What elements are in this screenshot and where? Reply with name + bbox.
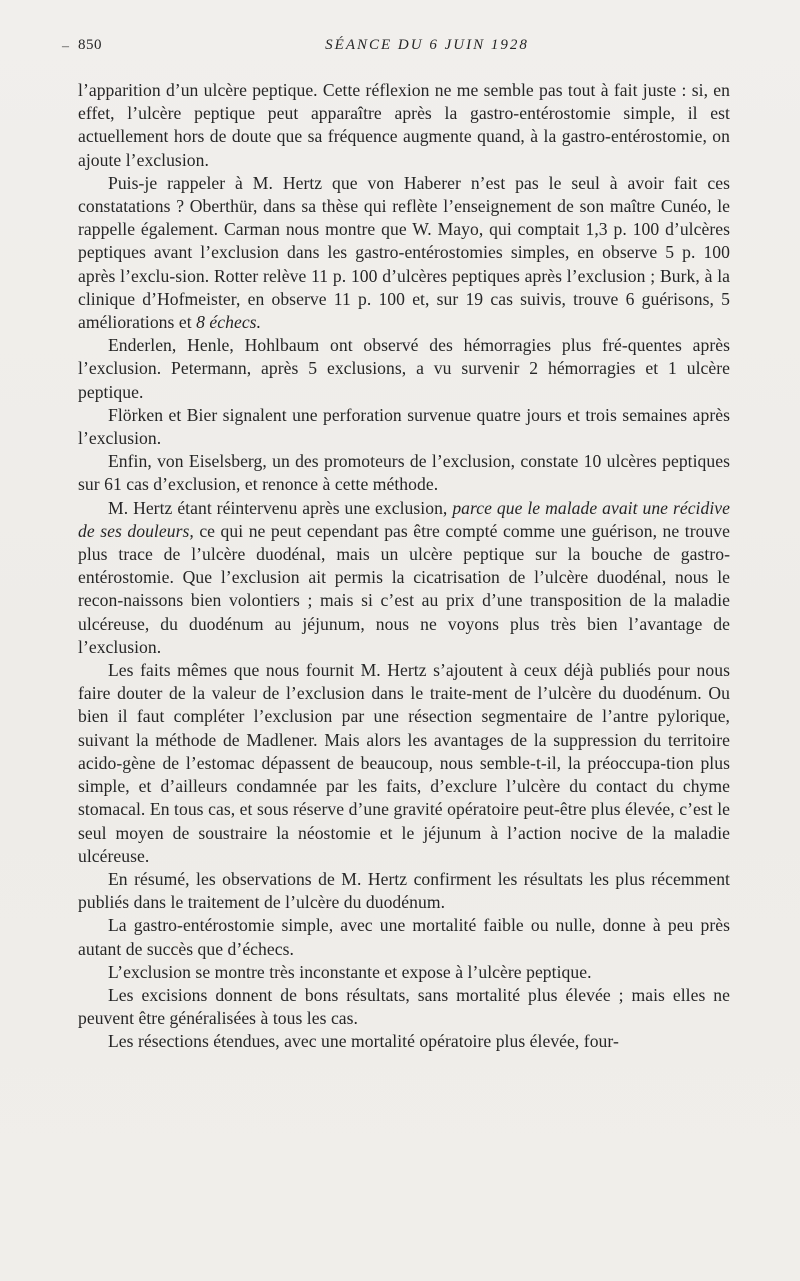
paragraph-excisions: Les excisions donnent de bons résultats, sans mortalité plus élevée ; mais elles ne peuvent être généralisées à tous les cas. [78, 984, 730, 1029]
paragraph-perforation: Flörken et Bier signalent une perforation survenue quatre jours et trois semaines après l’exclusion. [78, 404, 730, 449]
paragraph-gastro-enterostomie: La gastro-entérostomie simple, avec une mortalité faible ou nulle, donne à peu près autant de succès que d’échecs. [78, 915, 730, 959]
paragraph-faits-memes: Les faits mêmes que nous fournit M. Hertz s’ajoutent à ceux déjà publiés pour nous faire douter de la valeur de l’exclusion dans le traite-ment de l’ulcère du duodénum. Ou bien il faut compléter l’exclusion par une résection segmentaire de l’antre pylorique, suivant la méthode de Madlener. Mais alors les avantages de la suppression du territoire acido-gène de l’estomac dépassent de beaucoup, nous semble-t-il, la préoccupa-tion plus simple, et d’ailleurs condamnée par les faits, d’exclure l’ulcère du contact du chyme stomacal. En tous cas, et sous réserve d’une gravité opératoire peut-être plus élevée, c’est le seul moyen de soustraire la néostomie et le jéjunum à l’action nocive de la maladie ulcéreuse. [78, 660, 730, 866]
paragraph-exclusion: L’exclusion se montre très inconstante et expose à l’ulcère peptique. [108, 961, 592, 982]
paragraph-haberer: Puis-je rappeler à M. Hertz que von Haberer n’est pas le seul à avoir fait ces constatations ? Oberthür, dans sa thèse qui reflète l’enseignement de son maître Cunéo, le rappelle également. Carman nous montre que W. Mayo, qui comptait 1,3 p. 100 d’ulcères peptiques avant l’exclusion dans les gastro-entérostomies simples, en observe 5 p. 100 après l’exclu-sion. Rotter relève 11 p. 100 d’ulcères peptiques après l’exclusion ; Burk, à la clinique d’Hofmeister, en observe 11 p. 100 et, sur 19 cas suivis, trouve 6 guérisons, 5 améliorations et 8 échecs. [78, 172, 730, 333]
paragraph-continuation: l’apparition d’un ulcère peptique. Cette réflexion ne me semble pas tout à fait juste : si, en effet, l’ulcère peptique peut apparaître après la gastro-entérostomie simple, il est actuellement hors de doute que sa fréquence augmente quand, à la gastro-entérostomie, on ajoute l’exclusion. [78, 80, 730, 170]
italic-recidive: parce que le malade avait une récidive de ses douleurs, [78, 497, 731, 541]
italic-echecs: 8 échecs. [196, 312, 262, 333]
page-number: 850 [78, 37, 102, 53]
paragraph-resections: Les résections étendues, avec une mortalité opératoire plus élevée, four- [108, 1031, 619, 1052]
paragraph-eiselsberg: Enfin, von Eiselsberg, un des promoteurs de l’exclusion, constate 10 ulcères peptiques sur 61 cas d’exclusion, et renonce à cette méthode. [78, 451, 730, 495]
body-text [78, 79, 730, 1054]
paragraph-hemorragies: Enderlen, Henle, Hohlbaum ont observé des hémorragies plus fré-quentes après l’exclusion. Petermann, après 5 exclusions, a vu survenir 2 hémorragies et 1 ulcère peptique. [78, 335, 730, 402]
running-head: SÉANCE DU 6 JUIN 1928 [325, 37, 529, 53]
paragraph-hertz-reintervention: M. Hertz étant réintervenu après une exclusion, parce que le malade avait une récidive de ses douleurs, ce qui ne peut cependant pas être compté comme une guérison, ne trouve plus trace de l’ulcère duodénal, mais un ulcère peptique sur la bouche de gastro-entérostomie. Que l’exclusion ait permis la cicatrisation de l’ulcère duodénal, nous le recon-naissons bien volontiers ; mais si c’est au prix d’une transposition de la maladie ulcéreuse, du duodénum au jéjunum, nous ne voyons plus très bien l’avantage de l’exclusion. [78, 497, 731, 657]
paragraph-resume: En résumé, les observations de M. Hertz confirment les résultats les plus récemment publiés dans le traitement de l’ulcère du duodénum. [78, 868, 730, 913]
margin-dash: – [62, 39, 69, 54]
page-header [62, 36, 732, 60]
